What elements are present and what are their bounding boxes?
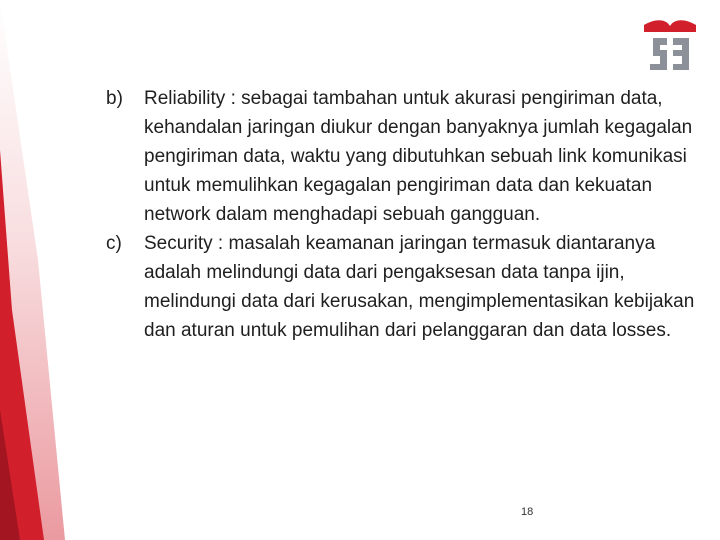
list-marker: c) [106,233,122,254]
content-list [106,84,706,345]
list-item-security [106,229,706,345]
list-item-reliability [106,84,706,229]
list-item-text: Reliability : sebagai tambahan untuk akurasi pengiriman data, kehandalan jaringan diukur dengan banyaknya jumlah kegagalan pengiriman data, waktu yang dibutuhkan sebuah link komunikasi untuk memulihkan kegagalan pengiriman data dan kekuatan network dalam menghadapi sebuah gangguan. [144,88,693,225]
institution-logo [642,14,698,78]
list-marker: b) [106,88,123,109]
left-red-accent [0,0,80,540]
page-number: 18 [521,506,534,518]
list-item-text: Security : masalah keamanan jaringan termasuk diantaranya adalah melindungi data dari pengaksesan data tanpa ijin, melindungi data dari kerusakan, mengimplementasikan kebijakan dan aturan untuk pemulihan dari pelanggaran dan data losses. [144,233,695,341]
